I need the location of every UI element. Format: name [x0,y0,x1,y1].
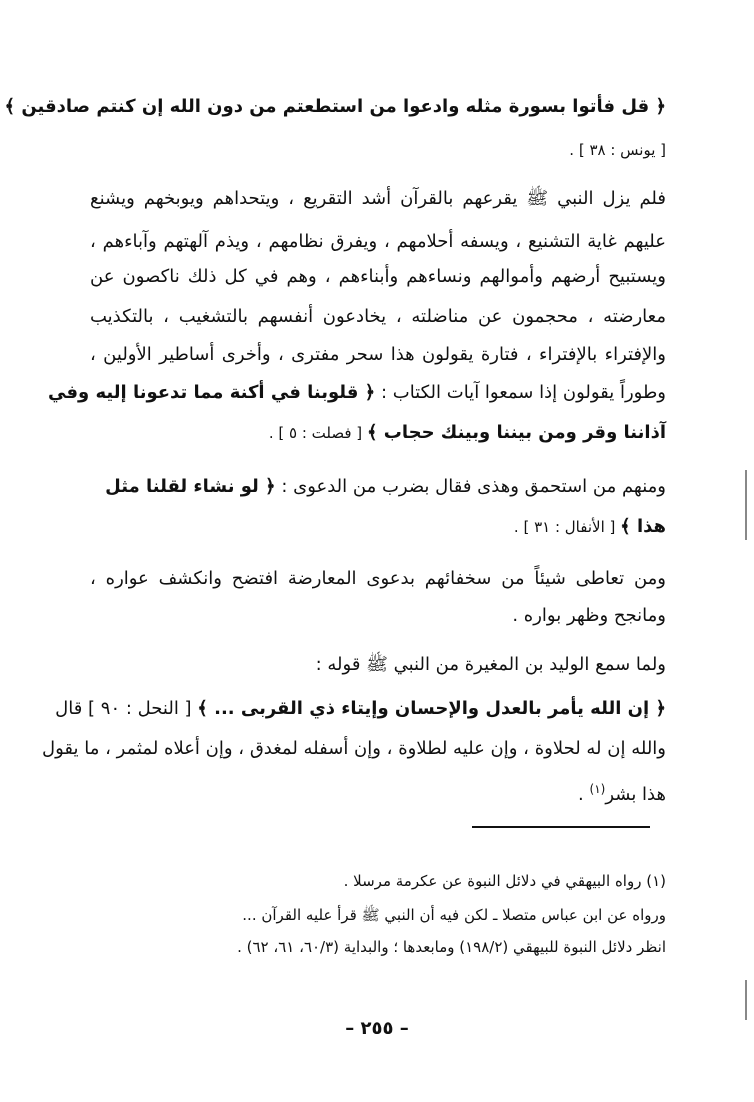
quoted-verse: ﴿ لو نشاء لقلنا مثل [105,476,276,497]
footnote-separator [472,826,650,828]
footnote-1-continued: ورواه عن ابن عباس متصلا ـ لكن فيه أن النبي ﷺ قرأ عليه القرآن ... [242,906,666,924]
paragraph-2-line-2 [90,514,666,540]
footnote-marker: (١) [589,782,606,796]
paragraph-line-2: عليهم غاية التشنيع ، ويسفه أحلامهم ، ويفرق نظامهم ، ويذم آلهتهم وآباءهم ، [90,231,666,252]
paragraph-text: . [578,784,590,805]
verse-reference-yunus: [ يونس : ٣٨ ] . [569,141,666,159]
paragraph-text: وطوراً يقولون إذا سمعوا آيات الكتاب : [375,382,666,403]
paragraph-line-1: فلم يزل النبي ﷺ يقرعهم بالقرآن أشد التقريع ، ويتحداهم ويوبخهم ويشنع [90,188,666,209]
quoted-verse: ﴿ قلوبنا في أكنة مما تدعونا إليه وفي [48,382,376,403]
paragraph-text: ومنهم من استحمق وهذى فقال بضرب من الدعوى : [275,476,666,497]
footnote-1-reference: انظر دلائل النبوة للبيهقي (١٩٨/٢) ومابعدها ؛ والبداية (٦٠/٣، ٦١، ٦٢) . [237,938,666,956]
paragraph-4-line-2 [55,696,666,722]
page-edge-mark [745,980,747,1020]
paragraph-line-6 [48,380,666,406]
verse-reference-nahl: [ النحل : ٩٠ ] قال [55,698,198,719]
quoted-verse: ﴿ إن الله يأمر بالعدل والإحسان وإيتاء ذي القربى ... ﴾ [197,698,666,719]
quoted-verse: هذا ﴾ [620,516,666,537]
paragraph-line-7 [90,420,666,446]
paragraph-3-line-2: ومانجح وظهر بواره . [512,605,666,626]
paragraph-2-line-1 [90,474,666,500]
paragraph-3-line-1: ومن تعاطى شيئاً من سخفائهم بدعوى المعارضة افتضح وانكشف عواره ، [90,568,666,589]
footnote-1: (١) رواه البيهقي في دلائل النبوة عن عكرمة مرسلا . [343,872,666,890]
verse-line-1: ﴿ قل فأتوا بسورة مثله وادعوا من استطعتم من دون الله إن كنتم صادقين ﴾ [4,96,666,117]
verse-reference-fussilat: [ فصلت : ٥ ] . [268,424,367,442]
quoted-verse: آذاننا وقر ومن بيننا وبينك حجاب ﴾ [366,422,666,443]
page-edge-mark [745,470,747,540]
paragraph-line-5: والإفتراء بالإفتراء ، فتارة يقولون هذا سحر مفترى ، وأخرى أساطير الأولين ، [90,344,666,365]
verse-reference-anfal: [ الأنفال : ٣١ ] . [513,518,621,536]
paragraph-line-4: معارضته ، محجمون عن مناضلته ، يخادعون أنفسهم بالتشغيب ، بالتكذيب [90,306,666,327]
paragraph-4-line-3: والله إن له لحلاوة ، وإن عليه لطلاوة ، وإن أسفله لمغدق ، وإن أعلاه لمثمر ، ما يقول [42,738,666,759]
page-number: – ٢٥٥ – [345,1018,409,1039]
paragraph-4-line-4 [90,776,666,808]
paragraph-4-line-1: ولما سمع الوليد بن المغيرة من النبي ﷺ قوله : [315,654,666,675]
paragraph-text: هذا بشر [605,784,666,805]
paragraph-line-3: ويستبيح أرضهم وأموالهم ونساءهم وأبناءهم ، وهم في كل ذلك ناكصون عن [90,266,666,287]
